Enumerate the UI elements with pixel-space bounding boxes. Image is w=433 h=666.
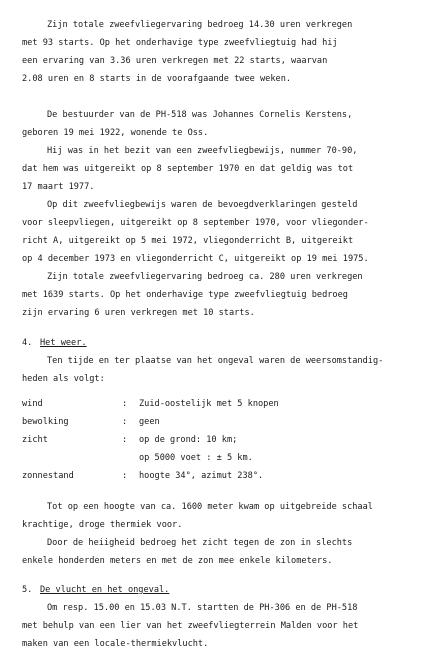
section-heading: Het weer. — [40, 338, 87, 348]
weather-label: zicht — [22, 435, 48, 445]
weather-label: zonnestand — [22, 471, 74, 481]
text-line: een ervaring van 3.36 uren verkregen met 22 starts, waarvan — [22, 56, 328, 66]
text-line: Om resp. 15.00 en 15.03 N.T. startten de PH-306 en de PH-518 — [47, 603, 358, 613]
text-line: Op dit zweefvliegbewijs waren de bevoegdverklaringen gesteld — [47, 200, 358, 210]
text-line: zijn ervaring 6 uren verkregen met 10 starts. — [22, 308, 255, 318]
text-line: 2.08 uren en 8 starts in de voorafgaande twee weken. — [22, 74, 292, 84]
text-line: met behulp van een lier van het zweefvliegterrein Malden voor het — [22, 621, 359, 631]
text-line: geboren 19 mei 1922, wonende te Oss. — [22, 128, 209, 138]
text-line: Door de heiigheid bedroeg het zicht tegen de zon in slechts — [47, 538, 353, 548]
weather-label: wind — [22, 399, 43, 409]
text-line: Ten tijde en ter plaatse van het ongeval waren de weersomstandig- — [47, 356, 384, 366]
text-line: krachtige, droge thermiek voor. — [22, 520, 183, 530]
weather-value: op 5000 voet : ± 5 km. — [139, 453, 253, 463]
section-number: 4. — [22, 338, 33, 348]
weather-colon: : — [122, 417, 128, 427]
text-line: enkele honderden meters en met de zon mee enkele kilometers. — [22, 556, 333, 566]
text-line: 17 maart 1977. — [22, 182, 95, 192]
text-line: Zijn totale zweefvliegervaring bedroeg ca. 280 uren verkregen — [47, 272, 363, 282]
text-line: op 4 december 1973 en vliegonderricht C, uitgereikt op 19 mei 1975. — [22, 254, 369, 264]
text-line: Tot op een hoogte van ca. 1600 meter kwam op uitgebreide schaal — [47, 502, 373, 512]
text-line: dat hem was uitgereikt op 8 september 1970 en dat geldig was tot — [22, 164, 354, 174]
text-line: Zijn totale zweefvliegervaring bedroeg 14.30 uren verkregen — [47, 20, 353, 30]
text-line: richt A, uitgereikt op 5 mei 1972, vliegonderricht B, uitgereikt — [22, 236, 354, 246]
weather-label: bewolking — [22, 417, 69, 427]
section-heading: De vlucht en het ongeval. — [40, 585, 170, 595]
weather-value: Zuid-oostelijk met 5 knopen — [139, 399, 279, 409]
text-line: maken van een locale-thermiekvlucht. — [22, 639, 209, 649]
weather-value: geen — [139, 417, 160, 427]
weather-colon: : — [122, 399, 128, 409]
weather-colon: : — [122, 435, 128, 445]
text-line: De bestuurder van de PH-518 was Johannes Cornelis Kerstens, — [47, 110, 353, 120]
text-line: Hij was in het bezit van een zweefvliegbewijs, nummer 70-90, — [47, 146, 358, 156]
weather-value: op de grond: 10 km; — [139, 435, 238, 445]
section-number: 5. — [22, 585, 33, 595]
weather-colon: : — [122, 471, 128, 481]
text-line: voor sleepvliegen, uitgereikt op 8 september 1970, voor vliegonder- — [22, 218, 369, 228]
text-line: heden als volgt: — [22, 374, 105, 384]
weather-value: hoogte 34°, azimut 238°. — [139, 471, 264, 481]
text-line: met 1639 starts. Op het onderhavige type zweefvliegtuig bedroeg — [22, 290, 348, 300]
text-line: met 93 starts. Op het onderhavige type zweefvliegtuig had hij — [22, 38, 338, 48]
